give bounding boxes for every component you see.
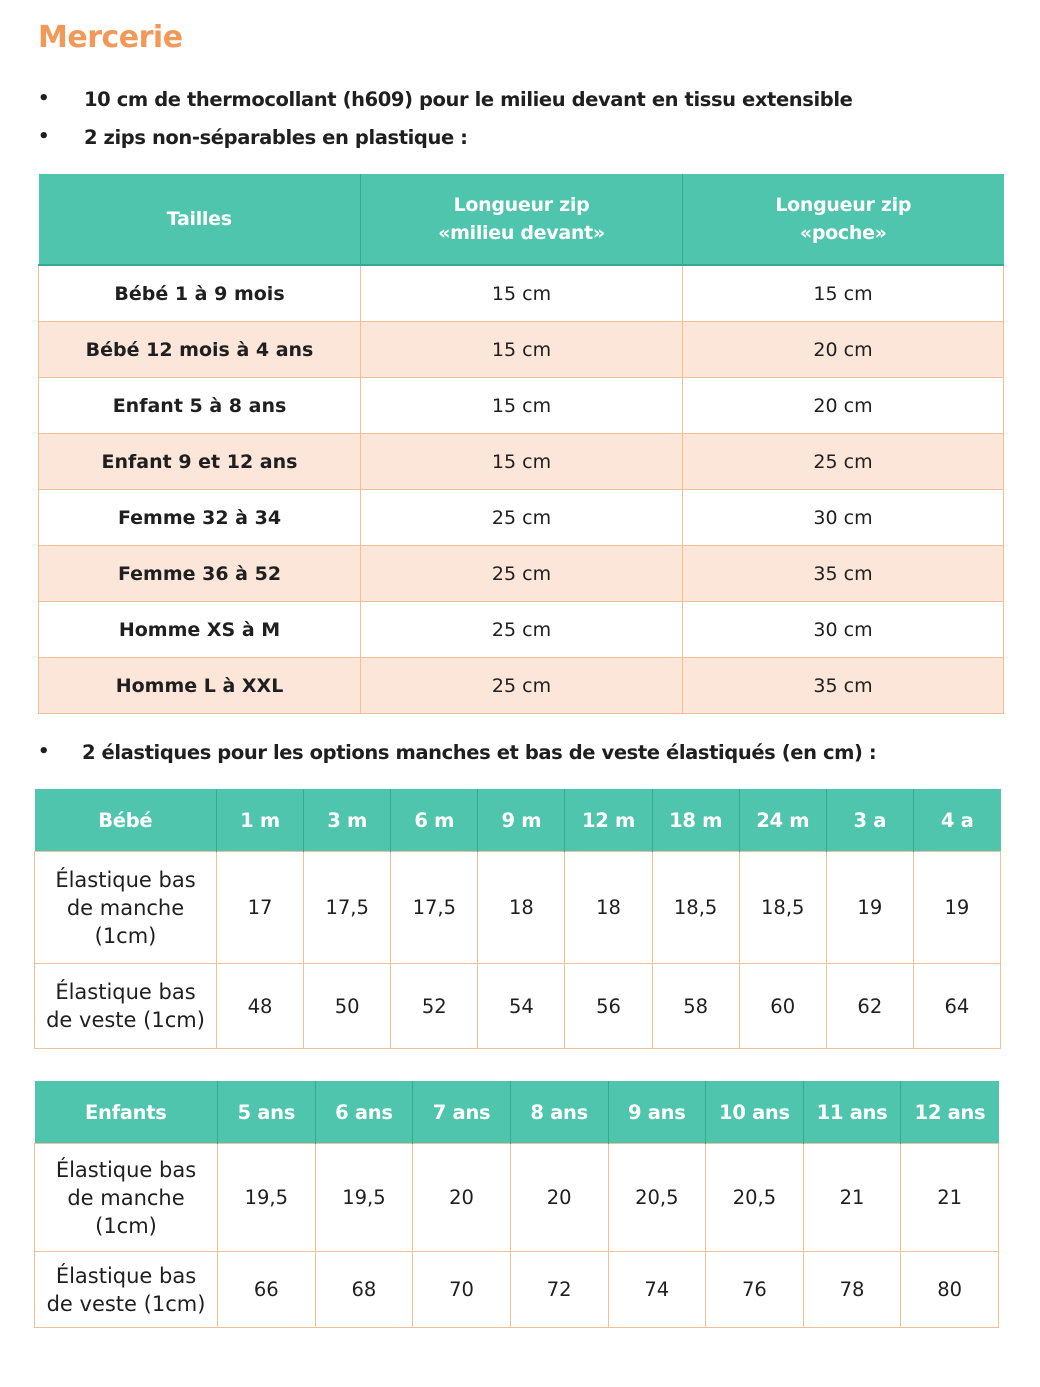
table-row: [39, 322, 1004, 378]
bullet-mark: •: [38, 741, 50, 762]
value-cell: 25 cm: [683, 434, 1004, 490]
value-cell: 68: [315, 1252, 413, 1328]
value-cell: 80: [901, 1252, 999, 1328]
row-label: Élastique bas de manche (1cm): [35, 1144, 218, 1252]
table-header-row: [39, 174, 1004, 265]
value-cell: 25 cm: [361, 602, 683, 658]
value-cell: 66: [218, 1252, 316, 1328]
size-cell: Femme 32 à 34: [39, 490, 361, 546]
value-cell: 17,5: [391, 852, 478, 964]
value-cell: 25 cm: [361, 658, 683, 714]
header-cell: 7 ans: [413, 1081, 511, 1144]
header-cell: 3 m: [304, 789, 391, 852]
value-cell: 18: [478, 852, 565, 964]
header-label: Longueur zip «milieu devant»: [438, 194, 605, 244]
value-cell: 76: [706, 1252, 804, 1328]
header-cell: 6 ans: [315, 1081, 413, 1144]
header-cell: 4 a: [913, 789, 1000, 852]
value-cell: 72: [510, 1252, 608, 1328]
value-cell: 20,5: [706, 1144, 804, 1252]
row-label: Élastique bas de veste (1cm): [35, 1252, 218, 1328]
value-cell: 35 cm: [683, 658, 1004, 714]
table-row: [35, 1252, 999, 1328]
zip-length-table: [38, 174, 1004, 714]
value-cell: 17: [217, 852, 304, 964]
value-cell: 20 cm: [683, 322, 1004, 378]
value-cell: 48: [217, 964, 304, 1049]
header-cell: 12 m: [565, 789, 652, 852]
table-row: [35, 852, 1001, 964]
row-label: Élastique bas de veste (1cm): [35, 964, 217, 1049]
value-cell: 18,5: [739, 852, 826, 964]
header-cell: Bébé: [35, 789, 217, 852]
value-cell: 56: [565, 964, 652, 1049]
header-cell: 10 ans: [706, 1081, 804, 1144]
value-cell: 20: [510, 1144, 608, 1252]
table-row: [39, 602, 1004, 658]
header-cell: 12 ans: [901, 1081, 999, 1144]
table-row: [35, 1144, 999, 1252]
table-row: [39, 546, 1004, 602]
header-cell: 9 m: [478, 789, 565, 852]
value-cell: 58: [652, 964, 739, 1049]
header-cell: Enfants: [35, 1081, 218, 1144]
header-cell: [39, 174, 361, 265]
header-cell: [361, 174, 683, 265]
bullet-mark: •: [38, 126, 50, 147]
value-cell: 74: [608, 1252, 706, 1328]
value-cell: 19,5: [218, 1144, 316, 1252]
value-cell: 18,5: [652, 852, 739, 964]
value-cell: 70: [413, 1252, 511, 1328]
value-cell: 19: [913, 852, 1000, 964]
value-cell: 50: [304, 964, 391, 1049]
value-cell: 35 cm: [683, 546, 1004, 602]
value-cell: 64: [913, 964, 1000, 1049]
value-cell: 78: [803, 1252, 901, 1328]
value-cell: 60: [739, 964, 826, 1049]
value-cell: 19,5: [315, 1144, 413, 1252]
header-cell: 3 a: [826, 789, 913, 852]
table-header-row: [35, 1081, 999, 1144]
size-cell: Homme XS à M: [39, 602, 361, 658]
table-header-row: [35, 789, 1001, 852]
kids-elastic-table: [34, 1081, 999, 1328]
header-cell: 24 m: [739, 789, 826, 852]
header-cell: [683, 174, 1004, 265]
header-cell: 9 ans: [608, 1081, 706, 1144]
baby-elastic-table: [34, 789, 1001, 1049]
size-cell: Enfant 5 à 8 ans: [39, 378, 361, 434]
header-label: Longueur zip «poche»: [775, 194, 912, 244]
header-cell: 1 m: [217, 789, 304, 852]
table-row: [39, 490, 1004, 546]
value-cell: 54: [478, 964, 565, 1049]
value-cell: 25 cm: [361, 546, 683, 602]
header-cell: 5 ans: [218, 1081, 316, 1144]
value-cell: 15 cm: [361, 378, 683, 434]
bullet-mark: •: [38, 88, 50, 109]
value-cell: 20 cm: [683, 378, 1004, 434]
value-cell: 15 cm: [361, 434, 683, 490]
table-row: [39, 265, 1004, 322]
value-cell: 18: [565, 852, 652, 964]
value-cell: 15 cm: [361, 322, 683, 378]
header-label: Tailles: [166, 208, 232, 230]
bullet-text: 10 cm de thermocollant (h609) pour le milieu devant en tissu extensible: [84, 88, 853, 111]
row-label: Élastique bas de manche (1cm): [35, 852, 217, 964]
bullet-text: 2 élastiques pour les options manches et bas de veste élastiqués (en cm) :: [82, 741, 877, 764]
size-cell: Enfant 9 et 12 ans: [39, 434, 361, 490]
header-cell: 18 m: [652, 789, 739, 852]
size-cell: Bébé 1 à 9 mois: [39, 265, 361, 322]
size-cell: Bébé 12 mois à 4 ans: [39, 322, 361, 378]
header-cell: 6 m: [391, 789, 478, 852]
table-row: [39, 658, 1004, 714]
value-cell: 17,5: [304, 852, 391, 964]
header-cell: 8 ans: [510, 1081, 608, 1144]
value-cell: 21: [803, 1144, 901, 1252]
value-cell: 62: [826, 964, 913, 1049]
table-row: [35, 964, 1001, 1049]
value-cell: 15 cm: [683, 265, 1004, 322]
value-cell: 15 cm: [361, 265, 683, 322]
header-cell: 11 ans: [803, 1081, 901, 1144]
value-cell: 20,5: [608, 1144, 706, 1252]
size-cell: Femme 36 à 52: [39, 546, 361, 602]
size-cell: Homme L à XXL: [39, 658, 361, 714]
value-cell: 20: [413, 1144, 511, 1252]
bullet-text: 2 zips non-séparables en plastique :: [84, 126, 468, 149]
value-cell: 52: [391, 964, 478, 1049]
value-cell: 21: [901, 1144, 999, 1252]
value-cell: 30 cm: [683, 490, 1004, 546]
table-row: [39, 434, 1004, 490]
value-cell: 30 cm: [683, 602, 1004, 658]
page-title: Mercerie: [38, 20, 183, 55]
value-cell: 19: [826, 852, 913, 964]
value-cell: 25 cm: [361, 490, 683, 546]
table-row: [39, 378, 1004, 434]
